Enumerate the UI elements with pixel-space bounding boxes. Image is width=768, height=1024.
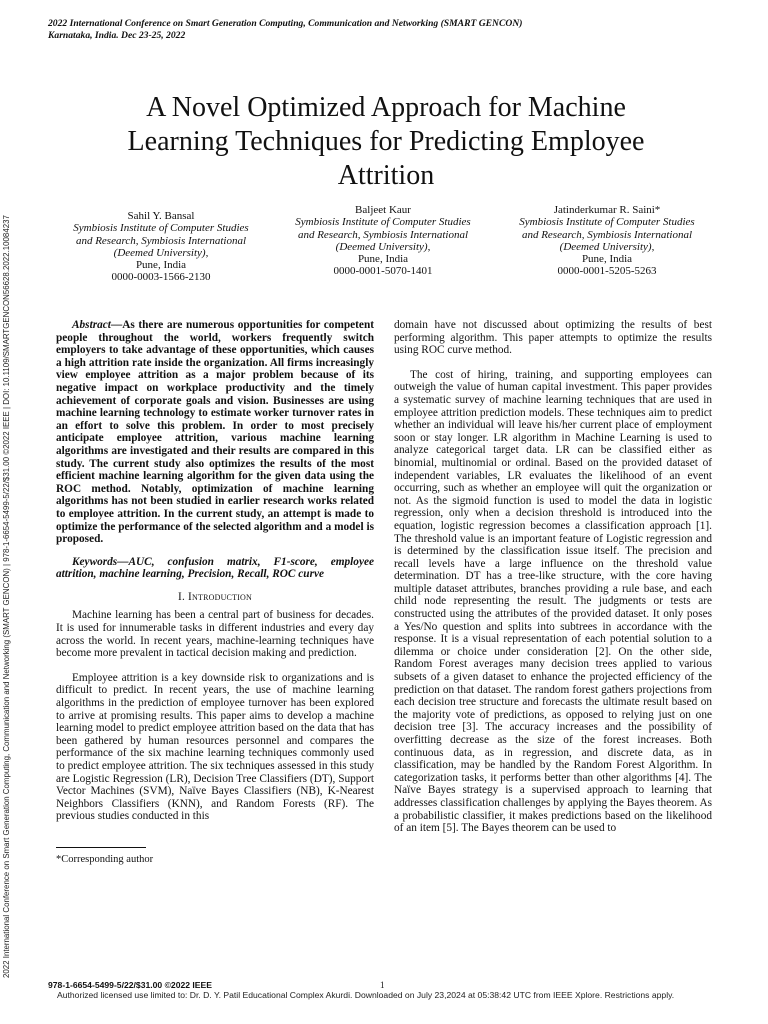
license-notice: Authorized licensed use limited to: Dr. D. Y. Patil Educational Complex Akurdi. Downloaded on July 23,2024 at 05:38:42 UTC from IEEE Xplore. Restrictions apply. <box>57 990 675 1000</box>
conference-location-date: Karnataka, India. Dec 23-25, 2022 <box>48 30 186 41</box>
paper-title <box>60 91 712 193</box>
page-number: 1 <box>380 980 385 990</box>
author-block <box>56 204 716 294</box>
author-name: Sahil Y. Bansal <box>127 210 195 222</box>
author-affiliation-line: and Research, Symbiosis International <box>521 228 693 241</box>
title-line: Attrition <box>337 159 435 191</box>
author-location: Pune, India <box>357 253 409 266</box>
author-2 <box>278 204 488 278</box>
paragraph: Machine learning has been a central part of business for decades. It is used for innumerable tasks in different industries and every day across the world. In recent years, machine-learning techniques have become more prevalent in tactical decision making and prediction. <box>56 609 374 660</box>
footnote-divider <box>56 847 146 848</box>
author-3 <box>502 204 712 278</box>
paragraph: Employee attrition is a key downside risk to organizations and is difficult to predict. In recent years, the use of machine learning algorithms in the prediction of employee turnover has been explored to arrive at promising results. This paper aims to develop a machine learning model to predict employee attrition based on the data that has been gathered by human resources personnel and compares the performance of the six machine learning techniques commonly used to predict employee attrition. The six techniques assessed in this study are Logistic Regression (LR), Decision Tree Classifiers (DT), Support Vector Machines (SVM), Naïve Bayes Classifiers (NB), K-Nearest Neighbors Classifiers (KNN), and Random Forests (RF). The previous studies conducted in this <box>56 671 374 823</box>
conference-header <box>48 18 688 42</box>
title-line: Learning Techniques for Predicting Employee <box>127 125 645 157</box>
author-name: Baljeet Kaur <box>355 204 411 216</box>
footnote: *Corresponding author <box>56 853 154 865</box>
author-affiliation-line: Symbiosis Institute of Computer Studies <box>519 216 695 229</box>
author-affiliation-line: and Research, Symbiosis International <box>75 234 247 247</box>
author-name: Jatinderkumar R. Saini* <box>553 204 661 216</box>
author-affiliation-line: Symbiosis Institute of Computer Studies <box>73 222 249 235</box>
author-1 <box>56 210 266 284</box>
section-title: Introduction <box>188 590 252 603</box>
author-affiliation-line: (Deemed University), <box>113 246 209 259</box>
author-location: Pune, India <box>135 259 187 272</box>
conference-name: 2022 International Conference on Smart Generation Computing, Communication and Networking (SMART GENCON) <box>48 18 523 29</box>
right-column <box>394 319 712 835</box>
paragraph: domain have not discussed about optimizing the results of best performing algorithm. This paper attempts to optimize the results using ROC curve method. <box>394 319 712 357</box>
section-number: I. <box>178 590 186 603</box>
isbn-copyright: 978-1-6654-5499-5/22/$31.00 ©2022 IEEE <box>48 980 213 990</box>
author-affiliation-line: Symbiosis Institute of Computer Studies <box>295 216 471 229</box>
author-affiliation-line: (Deemed University), <box>559 240 655 253</box>
keywords: Keywords—AUC, confusion matrix, F1-score, employee attrition, machine learning, Precision, Recall, ROC curve <box>56 555 374 581</box>
author-location: Pune, India <box>581 253 633 266</box>
author-orcid: 0000-0003-1566-2130 <box>111 271 211 284</box>
author-affiliation-line: and Research, Symbiosis International <box>297 228 469 241</box>
title-line: A Novel Optimized Approach for Machine <box>146 91 626 123</box>
author-orcid: 0000-0001-5070-1401 <box>333 265 433 278</box>
abstract-label: Abstract <box>72 319 111 331</box>
section-heading-introduction <box>56 591 374 604</box>
abstract <box>56 319 374 546</box>
paragraph: The cost of hiring, training, and supporting employees can outweigh the value of human capital investment. This paper provides a systematic survey of machine learning techniques that are used in employee attrition prediction models. These techniques aim to predict whether an individual will leave his/her current place of employment soon or stay longer. LR algorithm in Machine Learning is used to analyze categorical target data. LR can be classified either as binomial, multinomial or ordinal. Based on the provided dataset of independent variables, LR evaluates the likelihood of an event occurring, such as whether an employee will quit the organization or not. As the sigmoid function is used to model the data in logistic regression, only when a decision threshold is introduced into the equation, logistic regression becomes a classification approach [1]. The threshold value is an important feature of Logistic regression and is determined by the classification issue itself. The precision and recall levels have a large influence on the threshold value determination. DT has a tree-like structure, with the core having multiple dataset attributes, branches providing a rule base, and each child node representing the result. The judgments or tests are constructed using the attributes of the provided dataset. It only poses a Yes/No question and splits into subtrees in accordance with the response. It is a visual representation of each potential solution to a dilemma or choice under consideration [2]. On the other side, Random Forest averages many decision trees applied to various subsets of a given dataset to enhance the projected efficiency of the prediction on that dataset. The random forest gathers projections from each decision tree structure and forecasts the ultimate result based on the majority vote of predictions, as opposed to relying just on one decision tree [3]. The accuracy increases and the possibility of overfitting decrease as the size of the forest increases. Both continuous data, as in regression, and discrete data, as in classification, may be handled by the Random Forest Algorithm. In categorization tasks, it performs better than other algorithms [4]. The Naïve Bayes strategy is a supervised approach to learning that addresses classification challenges by applying the Bayes theorem. As a probabilistic classifier, it makes predictions based on the likelihood of an item [5]. The Bayes theorem can be used to <box>394 368 712 835</box>
author-orcid: 0000-0001-5205-5263 <box>557 265 657 278</box>
author-affiliation-line: (Deemed University), <box>335 240 431 253</box>
left-column <box>56 319 374 866</box>
side-citation: 2022 International Conference on Smart Generation Computing, Communication and Networking (SMART GENCON) | 978-1-6654-5499-5/22/$31.00 ©2022 IEEE | DOI: 10.1109/SMARTGENCON56628.2022.10084237 <box>2 215 11 978</box>
abstract-text: —As there are numerous opportunities for competent people throughout the world, workers frequently switch employers to take advantage of these opportunities, which causes a high attrition rate inside the organization. All firms increasingly view employee attrition as a major problem because of its negative impact on workplace productivity and the timely achievement of corporate goals and vision. Businesses are using machine learning technology to estimate worker turnover rates in an effort to solve this problem. In order to most precisely anticipate employee attrition, various machine learning algorithms are investigated and their results are compared in this study. The current study also optimizes the results of the most efficient machine learning algorithm for the given data using the ROC method. Notably, optimization of machine learning algorithms has not been studied in earlier research works related to employee attrition. In the current study, an attempt is made to optimize the performance of the selected algorithm and a model is proposed. <box>56 319 374 546</box>
